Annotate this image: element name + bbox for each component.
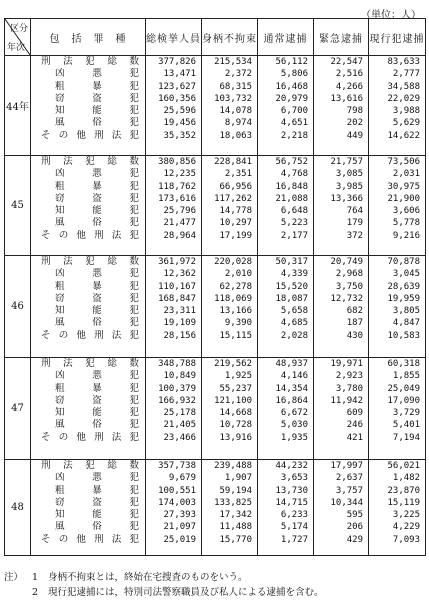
category-label: 風俗犯 bbox=[55, 419, 139, 431]
value-cell: 15,115 bbox=[219, 330, 252, 341]
value-cell: 28,964 bbox=[163, 230, 196, 241]
value-cell: 5,174 bbox=[280, 522, 308, 533]
value-cell: 4,229 bbox=[392, 522, 420, 533]
value-cell: 16,848 bbox=[275, 181, 308, 192]
category-label: 刑法犯総数 bbox=[41, 460, 139, 471]
value-cell: 55,237 bbox=[219, 383, 252, 394]
value-cell: 348,788 bbox=[158, 359, 196, 369]
value-cell: 100,551 bbox=[158, 485, 196, 496]
category-label: 知能犯 bbox=[55, 509, 139, 521]
value-cell: 2,218 bbox=[280, 130, 308, 141]
value-cell: 3,988 bbox=[392, 106, 420, 117]
value-cell: 25,049 bbox=[387, 383, 420, 394]
value-cell: 239,488 bbox=[214, 461, 252, 471]
value-cell: 17,997 bbox=[330, 461, 363, 471]
category-label: 粗暴犯 bbox=[55, 484, 139, 496]
value-cell: 5,401 bbox=[392, 420, 420, 431]
value-cell: 1,907 bbox=[224, 473, 252, 484]
value-cell: 4,266 bbox=[335, 81, 363, 92]
value-cell: 2,516 bbox=[335, 69, 363, 80]
category-cell bbox=[31, 256, 146, 358]
value-column bbox=[314, 156, 369, 256]
value-cell: 23,870 bbox=[387, 485, 420, 496]
footnote bbox=[4, 585, 324, 600]
value-cell: 121,100 bbox=[214, 395, 252, 406]
value-cell: 5,030 bbox=[280, 420, 308, 431]
value-cell: 16,468 bbox=[275, 81, 308, 92]
value-cell: 179 bbox=[346, 218, 363, 229]
category-label: 知能犯 bbox=[55, 305, 139, 317]
value-cell: 13,730 bbox=[275, 485, 308, 496]
value-cell: 220,028 bbox=[214, 257, 252, 267]
value-cell: 30,975 bbox=[387, 181, 420, 192]
value-column bbox=[202, 156, 258, 256]
value-cell: 14,078 bbox=[219, 106, 252, 117]
year-cell: 48 bbox=[5, 460, 31, 556]
value-cell: 68,315 bbox=[219, 81, 252, 92]
value-column bbox=[202, 358, 258, 460]
value-cell: 20,979 bbox=[275, 93, 308, 104]
category-label: 窃盗犯 bbox=[55, 496, 139, 508]
value-cell: 22,547 bbox=[330, 57, 363, 67]
value-cell: 133,825 bbox=[214, 497, 252, 508]
value-cell: 4,651 bbox=[280, 118, 308, 129]
column-header: 緊急逮捕 bbox=[314, 19, 369, 56]
value-cell: 1,727 bbox=[280, 534, 308, 545]
value-cell: 23,466 bbox=[163, 432, 196, 443]
value-cell: 56,112 bbox=[275, 57, 308, 67]
value-cell: 73,506 bbox=[387, 157, 420, 167]
value-column bbox=[369, 460, 426, 556]
value-cell: 19,456 bbox=[163, 118, 196, 129]
header-row bbox=[5, 19, 426, 56]
category-header: 包 括 罪 種 bbox=[31, 19, 146, 56]
value-column bbox=[314, 256, 369, 358]
value-cell: 13,366 bbox=[330, 193, 363, 204]
corner-label-kubun: 区分 bbox=[9, 24, 28, 34]
value-cell: 202 bbox=[346, 118, 363, 129]
value-cell: 4,768 bbox=[280, 169, 308, 180]
value-cell: 7,194 bbox=[392, 432, 420, 443]
value-cell: 421 bbox=[346, 432, 363, 443]
category-label: 刑法犯総数 bbox=[41, 156, 139, 167]
category-label: その他刑法犯 bbox=[41, 431, 139, 443]
value-cell: 13,166 bbox=[219, 306, 252, 317]
value-cell: 13,471 bbox=[163, 69, 196, 80]
value-cell: 17,342 bbox=[219, 510, 252, 521]
category-label: その他刑法犯 bbox=[41, 533, 139, 545]
value-cell: 15,119 bbox=[387, 497, 420, 508]
value-cell: 21,757 bbox=[330, 157, 363, 167]
footnote-number: 2 bbox=[32, 587, 39, 598]
value-cell: 3,606 bbox=[392, 206, 420, 217]
year-cell: 45 bbox=[5, 156, 31, 256]
value-cell: 4,339 bbox=[280, 269, 308, 280]
value-column bbox=[202, 460, 258, 556]
category-label: 風俗犯 bbox=[55, 317, 139, 329]
value-cell: 430 bbox=[346, 330, 363, 341]
footnote-text: 身柄不拘束とは，終始在宅捜査のものをいう。 bbox=[48, 572, 248, 583]
value-cell: 160,356 bbox=[158, 93, 196, 104]
value-cell: 13,916 bbox=[219, 432, 252, 443]
value-cell: 19,959 bbox=[387, 293, 420, 304]
value-cell: 22,029 bbox=[387, 93, 420, 104]
value-cell: 5,658 bbox=[280, 306, 308, 317]
category-label: 粗暴犯 bbox=[55, 280, 139, 292]
value-cell: 6,233 bbox=[280, 510, 308, 521]
value-cell: 50,317 bbox=[275, 257, 308, 267]
category-label: その他刑法犯 bbox=[41, 329, 139, 341]
value-cell: 59,194 bbox=[219, 485, 252, 496]
category-label: 風俗犯 bbox=[55, 117, 139, 129]
value-cell: 2,923 bbox=[335, 371, 363, 382]
category-label: 粗暴犯 bbox=[55, 180, 139, 192]
value-column bbox=[369, 358, 426, 460]
value-cell: 380,856 bbox=[158, 157, 196, 167]
value-cell: 1,925 bbox=[224, 371, 252, 382]
value-cell: 15,520 bbox=[275, 281, 308, 292]
value-cell: 377,826 bbox=[158, 57, 196, 67]
value-cell: 2,637 bbox=[335, 473, 363, 484]
column-header: 現行犯逮捕 bbox=[369, 19, 426, 56]
value-cell: 4,685 bbox=[280, 318, 308, 329]
value-cell: 20,749 bbox=[330, 257, 363, 267]
value-cell: 14,778 bbox=[219, 206, 252, 217]
value-cell: 764 bbox=[346, 206, 363, 217]
value-cell: 4,847 bbox=[392, 318, 420, 329]
value-cell: 13,616 bbox=[330, 93, 363, 104]
value-cell: 9,390 bbox=[224, 318, 252, 329]
value-cell: 18,087 bbox=[275, 293, 308, 304]
value-cell: 21,405 bbox=[163, 420, 196, 431]
value-column bbox=[369, 156, 426, 256]
category-label: その他刑法犯 bbox=[41, 129, 139, 141]
value-cell: 14,354 bbox=[275, 383, 308, 394]
value-cell: 3,780 bbox=[335, 383, 363, 394]
value-cell: 25,596 bbox=[163, 106, 196, 117]
value-column bbox=[202, 256, 258, 358]
category-label: 窃盗犯 bbox=[55, 92, 139, 104]
value-cell: 228,841 bbox=[214, 157, 252, 167]
value-cell: 5,629 bbox=[392, 118, 420, 129]
value-cell: 3,757 bbox=[335, 485, 363, 496]
value-cell: 15,770 bbox=[219, 534, 252, 545]
value-cell: 110,167 bbox=[158, 281, 196, 292]
value-cell: 11,488 bbox=[219, 522, 252, 533]
value-cell: 56,752 bbox=[275, 157, 308, 167]
value-cell: 123,627 bbox=[158, 81, 196, 92]
value-cell: 62,278 bbox=[219, 281, 252, 292]
category-label: 粗暴犯 bbox=[55, 80, 139, 92]
value-cell: 2,968 bbox=[335, 269, 363, 280]
value-cell: 21,097 bbox=[163, 522, 196, 533]
value-cell: 2,372 bbox=[224, 69, 252, 80]
footnote-number: 1 bbox=[32, 572, 39, 583]
category-label: 凶悪犯 bbox=[55, 472, 139, 484]
value-cell: 10,728 bbox=[219, 420, 252, 431]
value-cell: 25,796 bbox=[163, 206, 196, 217]
value-cell: 60,318 bbox=[387, 359, 420, 369]
year-cell: 44年 bbox=[5, 56, 31, 156]
value-cell: 19,971 bbox=[330, 359, 363, 369]
value-cell: 21,088 bbox=[275, 193, 308, 204]
value-column bbox=[258, 460, 314, 556]
value-column bbox=[146, 358, 202, 460]
value-cell: 14,715 bbox=[275, 497, 308, 508]
category-label: 風俗犯 bbox=[55, 217, 139, 229]
value-cell: 5,223 bbox=[280, 218, 308, 229]
value-cell: 66,956 bbox=[219, 181, 252, 192]
value-cell: 8,974 bbox=[224, 118, 252, 129]
value-cell: 609 bbox=[346, 408, 363, 419]
value-column bbox=[369, 256, 426, 358]
value-cell: 117,262 bbox=[214, 193, 252, 204]
value-cell: 166,932 bbox=[158, 395, 196, 406]
value-cell: 206 bbox=[346, 522, 363, 533]
value-cell: 14,622 bbox=[387, 130, 420, 141]
category-label: 風俗犯 bbox=[55, 521, 139, 533]
value-cell: 1,482 bbox=[392, 473, 420, 484]
year-block bbox=[5, 358, 426, 460]
value-cell: 25,178 bbox=[163, 408, 196, 419]
value-column bbox=[258, 156, 314, 256]
value-cell: 25,019 bbox=[163, 534, 196, 545]
value-cell: 118,762 bbox=[158, 181, 196, 192]
column-header: 通常逮捕 bbox=[258, 19, 314, 56]
value-cell: 3,805 bbox=[392, 306, 420, 317]
value-column bbox=[258, 56, 314, 156]
footnote-label: 注） bbox=[4, 572, 24, 583]
value-column bbox=[146, 460, 202, 556]
unit-label: （単位：人） bbox=[361, 10, 421, 21]
category-label: 刑法犯総数 bbox=[41, 358, 139, 369]
category-label: 知能犯 bbox=[55, 407, 139, 419]
value-cell: 9,216 bbox=[392, 230, 420, 241]
value-cell: 1,855 bbox=[392, 371, 420, 382]
value-cell: 173,616 bbox=[158, 193, 196, 204]
category-label: 凶悪犯 bbox=[55, 268, 139, 280]
value-column bbox=[146, 256, 202, 358]
value-cell: 18,063 bbox=[219, 130, 252, 141]
value-cell: 2,177 bbox=[280, 230, 308, 241]
value-cell: 798 bbox=[346, 106, 363, 117]
value-cell: 2,028 bbox=[280, 330, 308, 341]
category-label: 窃盗犯 bbox=[55, 394, 139, 406]
value-cell: 5,778 bbox=[392, 218, 420, 229]
value-cell: 70,878 bbox=[387, 257, 420, 267]
value-cell: 48,937 bbox=[275, 359, 308, 369]
value-cell: 449 bbox=[346, 130, 363, 141]
value-cell: 103,732 bbox=[214, 93, 252, 104]
value-cell: 7,093 bbox=[392, 534, 420, 545]
value-cell: 2,031 bbox=[392, 169, 420, 180]
value-cell: 3,729 bbox=[392, 408, 420, 419]
value-cell: 10,849 bbox=[163, 371, 196, 382]
year-block bbox=[5, 156, 426, 256]
value-cell: 1,935 bbox=[280, 432, 308, 443]
value-cell: 34,588 bbox=[387, 81, 420, 92]
footnote-text: 現行犯逮捕には，特別司法警察職員及び私人による逮捕を含む。 bbox=[48, 587, 324, 598]
year-block bbox=[5, 256, 426, 358]
value-cell: 595 bbox=[346, 510, 363, 521]
value-cell: 3,750 bbox=[335, 281, 363, 292]
value-cell: 3,653 bbox=[280, 473, 308, 484]
value-cell: 372 bbox=[346, 230, 363, 241]
value-cell: 56,021 bbox=[387, 461, 420, 471]
value-cell: 17,090 bbox=[387, 395, 420, 406]
value-cell: 6,648 bbox=[280, 206, 308, 217]
year-cell: 47 bbox=[5, 358, 31, 460]
value-column bbox=[146, 156, 202, 256]
value-cell: 27,393 bbox=[163, 510, 196, 521]
value-cell: 361,972 bbox=[158, 257, 196, 267]
corner-header bbox=[5, 19, 31, 56]
value-cell: 28,639 bbox=[387, 281, 420, 292]
category-label: 窃盗犯 bbox=[55, 292, 139, 304]
value-cell: 6,672 bbox=[280, 408, 308, 419]
category-label: 刑法犯総数 bbox=[41, 56, 139, 67]
value-cell: 12,732 bbox=[330, 293, 363, 304]
value-column bbox=[314, 460, 369, 556]
footnote bbox=[4, 570, 324, 585]
value-cell: 11,942 bbox=[330, 395, 363, 406]
value-cell: 10,583 bbox=[387, 330, 420, 341]
column-header: 身柄不拘束 bbox=[202, 19, 258, 56]
value-column bbox=[314, 358, 369, 460]
value-cell: 10,344 bbox=[330, 497, 363, 508]
value-cell: 357,738 bbox=[158, 461, 196, 471]
value-cell: 168,847 bbox=[158, 293, 196, 304]
value-cell: 429 bbox=[346, 534, 363, 545]
value-column bbox=[146, 56, 202, 156]
value-column bbox=[314, 56, 369, 156]
value-cell: 3,985 bbox=[335, 181, 363, 192]
column-header: 総検挙人員 bbox=[146, 19, 202, 56]
value-cell: 28,156 bbox=[163, 330, 196, 341]
value-cell: 118,069 bbox=[214, 293, 252, 304]
value-cell: 4,146 bbox=[280, 371, 308, 382]
category-label: 粗暴犯 bbox=[55, 382, 139, 394]
value-cell: 174,003 bbox=[158, 497, 196, 508]
value-column bbox=[258, 256, 314, 358]
value-column bbox=[202, 56, 258, 156]
value-cell: 21,477 bbox=[163, 218, 196, 229]
category-label: 窃盗犯 bbox=[55, 192, 139, 204]
value-cell: 2,351 bbox=[224, 169, 252, 180]
value-cell: 23,311 bbox=[163, 306, 196, 317]
value-cell: 6,700 bbox=[280, 106, 308, 117]
category-label: 凶悪犯 bbox=[55, 168, 139, 180]
corner-label-nenji: 年次 bbox=[7, 43, 26, 53]
value-cell: 682 bbox=[346, 306, 363, 317]
year-block bbox=[5, 460, 426, 556]
value-cell: 19,109 bbox=[163, 318, 196, 329]
value-cell: 5,806 bbox=[280, 69, 308, 80]
value-cell: 16,864 bbox=[275, 395, 308, 406]
value-cell: 10,297 bbox=[219, 218, 252, 229]
value-cell: 12,362 bbox=[163, 269, 196, 280]
value-cell: 17,199 bbox=[219, 230, 252, 241]
footnotes bbox=[4, 570, 324, 600]
year-cell: 46 bbox=[5, 256, 31, 358]
category-label: 凶悪犯 bbox=[55, 370, 139, 382]
category-label: 凶悪犯 bbox=[55, 68, 139, 80]
value-cell: 246 bbox=[346, 420, 363, 431]
value-cell: 3,045 bbox=[392, 269, 420, 280]
arrest-statistics-table bbox=[4, 18, 426, 556]
value-cell: 14,668 bbox=[219, 408, 252, 419]
category-label: 知能犯 bbox=[55, 205, 139, 217]
category-label: 知能犯 bbox=[55, 105, 139, 117]
value-cell: 100,379 bbox=[158, 383, 196, 394]
category-label: 刑法犯総数 bbox=[41, 256, 139, 267]
year-block bbox=[5, 56, 426, 156]
category-cell bbox=[31, 460, 146, 556]
value-cell: 83,633 bbox=[387, 57, 420, 67]
category-label: その他刑法犯 bbox=[41, 229, 139, 241]
value-cell: 9,679 bbox=[168, 473, 196, 484]
category-cell bbox=[31, 358, 146, 460]
value-cell: 219,562 bbox=[214, 359, 252, 369]
value-cell: 12,235 bbox=[163, 169, 196, 180]
value-cell: 187 bbox=[346, 318, 363, 329]
category-cell bbox=[31, 156, 146, 256]
value-cell: 35,352 bbox=[163, 130, 196, 141]
value-cell: 3,085 bbox=[335, 169, 363, 180]
value-cell: 21,900 bbox=[387, 193, 420, 204]
value-column bbox=[258, 358, 314, 460]
value-cell: 215,534 bbox=[214, 57, 252, 67]
value-column bbox=[369, 56, 426, 156]
value-cell: 3,225 bbox=[392, 510, 420, 521]
category-cell bbox=[31, 56, 146, 156]
value-cell: 2,010 bbox=[224, 269, 252, 280]
value-cell: 44,232 bbox=[275, 461, 308, 471]
value-cell: 2,777 bbox=[392, 69, 420, 80]
